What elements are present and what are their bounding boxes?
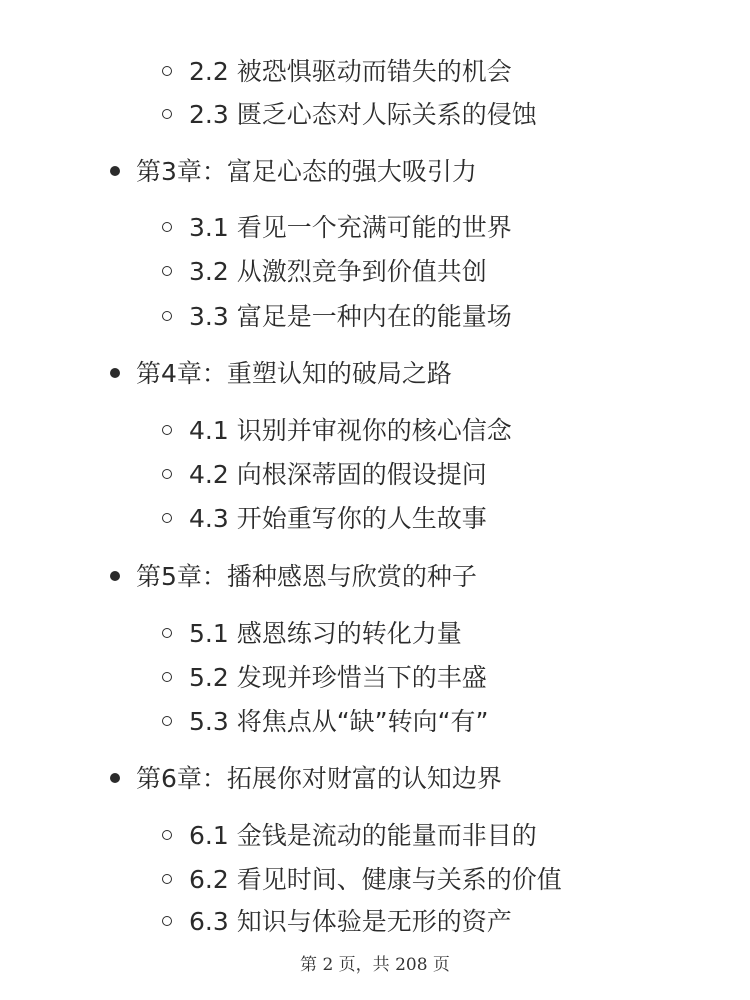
toc-section-3-3: [162, 300, 512, 334]
hollow-bullet-icon: [162, 425, 172, 435]
toc-section-text: 4.2 向根深蒂固的假设提问: [189, 460, 487, 489]
toc-section-5-2: [162, 661, 487, 695]
toc-chapter-text: 第4章：重塑认知的破局之路: [136, 359, 452, 388]
hollow-bullet-icon: [162, 830, 172, 840]
toc-section-text: 2.2 被恐惧驱动而错失的机会: [189, 57, 512, 86]
toc-section-text: 5.2 发现并珍惜当下的丰盛: [189, 663, 487, 692]
toc-section-4-1: [162, 414, 512, 448]
hollow-bullet-icon: [162, 672, 172, 682]
hollow-bullet-icon: [162, 874, 172, 884]
toc-section-6-3: [162, 905, 512, 939]
toc-section-4-3: [162, 502, 487, 536]
hollow-bullet-icon: [162, 513, 172, 523]
filled-bullet-icon: [110, 773, 120, 783]
filled-bullet-icon: [110, 166, 120, 176]
toc-section-text: 5.1 感恩练习的转化力量: [189, 619, 462, 648]
toc-chapter-4: [110, 357, 452, 391]
toc-section-2-3: [162, 98, 537, 132]
toc-section-text: 6.3 知识与体验是无形的资产: [189, 907, 512, 936]
toc-section-text: 6.1 金钱是流动的能量而非目的: [189, 821, 537, 850]
toc-section-text: 2.3 匮乏心态对人际关系的侵蚀: [189, 100, 537, 129]
toc-section-text: 3.2 从激烈竞争到价值共创: [189, 257, 487, 286]
hollow-bullet-icon: [162, 628, 172, 638]
toc-section-text: 6.2 看见时间、健康与关系的价值: [189, 865, 562, 894]
toc-section-5-3: [162, 705, 489, 739]
filled-bullet-icon: [110, 571, 120, 581]
toc-section-3-2: [162, 255, 487, 289]
toc-chapter-text: 第3章：富足心态的强大吸引力: [136, 157, 477, 186]
hollow-bullet-icon: [162, 109, 172, 119]
toc-section-6-2: [162, 863, 562, 897]
toc-section-text: 3.3 富足是一种内在的能量场: [189, 302, 512, 331]
toc-chapter-3: [110, 155, 477, 189]
toc-section-text: 4.1 识别并审视你的核心信念: [189, 416, 512, 445]
hollow-bullet-icon: [162, 266, 172, 276]
toc-section-4-2: [162, 458, 487, 492]
toc-section-3-1: [162, 211, 512, 245]
toc-chapter-text: 第5章：播种感恩与欣赏的种子: [136, 562, 477, 591]
hollow-bullet-icon: [162, 916, 172, 926]
hollow-bullet-icon: [162, 716, 172, 726]
toc-section-text: 3.1 看见一个充满可能的世界: [189, 213, 512, 242]
toc-section-2-2: [162, 55, 512, 89]
toc-section-5-1: [162, 617, 462, 651]
hollow-bullet-icon: [162, 66, 172, 76]
hollow-bullet-icon: [162, 469, 172, 479]
toc-section-6-1: [162, 819, 537, 853]
hollow-bullet-icon: [162, 222, 172, 232]
toc-section-text: 5.3 将焦点从“缺”转向“有”: [189, 707, 489, 736]
toc-chapter-6: [110, 762, 502, 796]
toc-chapter-text: 第6章：拓展你对财富的认知边界: [136, 764, 502, 793]
page-number-footer: 第 2 页，共 208 页: [300, 955, 450, 975]
filled-bullet-icon: [110, 368, 120, 378]
toc-chapter-5: [110, 560, 477, 594]
toc-section-text: 4.3 开始重写你的人生故事: [189, 504, 487, 533]
hollow-bullet-icon: [162, 311, 172, 321]
